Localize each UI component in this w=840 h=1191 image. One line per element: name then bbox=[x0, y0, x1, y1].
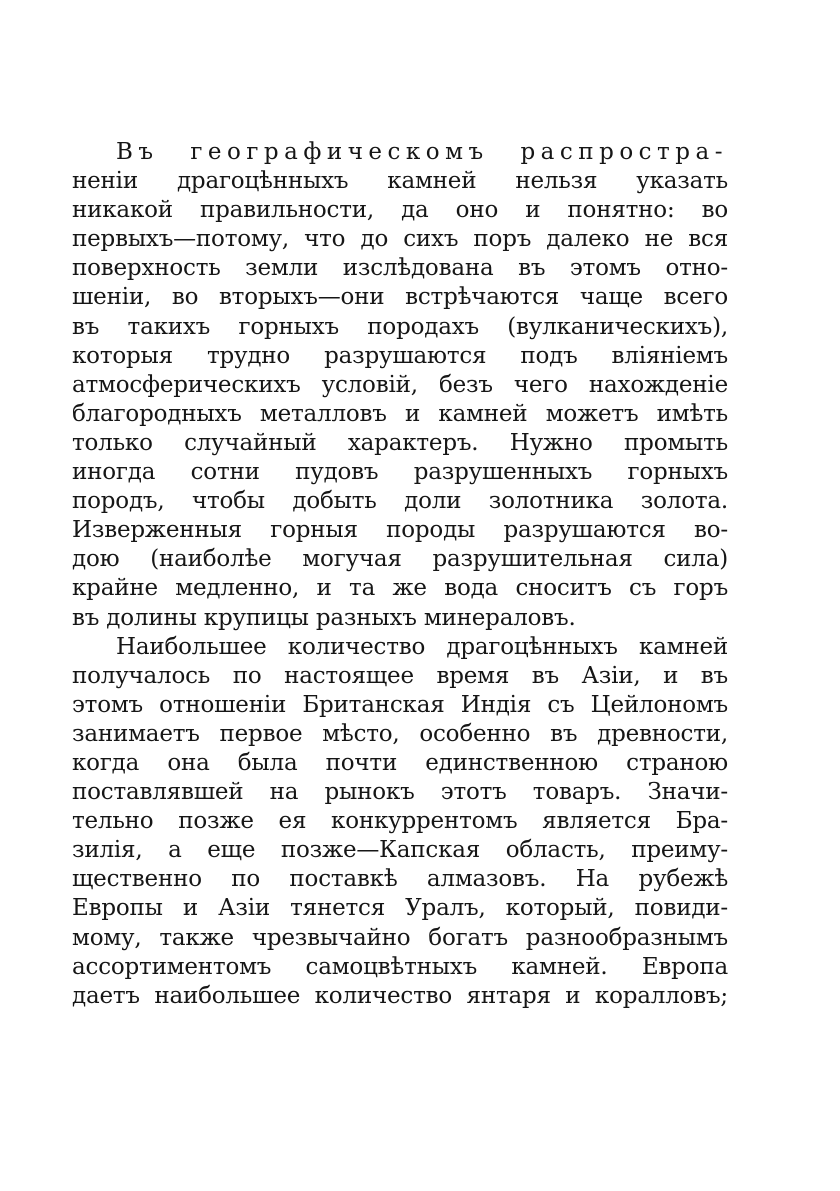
text-line: Въ географическомъ распростра- bbox=[116, 139, 728, 165]
text-line: неніи драгоцѣнныхъ камней нельзя указать bbox=[72, 168, 728, 195]
text-line: въ долины крупицы разныхъ минераловъ. bbox=[72, 604, 576, 631]
text-line: дою (наиболѣе могучая разрушительная сила) bbox=[72, 546, 728, 573]
text-line: иногда сотни пудовъ разрушенныхъ горныхъ bbox=[72, 459, 728, 486]
text-line: породъ, чтобы добыть доли золотника золота. bbox=[72, 488, 728, 515]
text-line: получалось по настоящее время въ Азіи, и въ bbox=[72, 662, 728, 689]
text-line: благородныхъ металловъ и камней можетъ имѣть bbox=[72, 400, 728, 427]
text-line: никакой правильности, да оно и понятно: во bbox=[72, 197, 728, 224]
text-line: въ такихъ горныхъ породахъ (вулканическихъ), bbox=[72, 313, 728, 340]
text-line: только случайный характеръ. Нужно промыть bbox=[72, 429, 728, 456]
text-line: мому, также чрезвычайно богатъ разнообразнымъ bbox=[72, 924, 728, 951]
text-line: атмосферическихъ условій, безъ чего нахожденіе bbox=[72, 371, 728, 398]
text-line: Европы и Азіи тянется Уралъ, который, повиди- bbox=[72, 895, 728, 922]
text-line: поставлявшей на рынокъ этотъ товаръ. Значи- bbox=[72, 779, 728, 806]
text-line: Изверженныя горныя породы разрушаются во- bbox=[72, 517, 728, 544]
text-line: занимаетъ первое мѣсто, особенно въ древности, bbox=[72, 720, 728, 747]
paragraph-2 bbox=[72, 633, 728, 1011]
text-line: щественно по поставкѣ алмазовъ. На рубежѣ bbox=[72, 866, 728, 893]
text-line: Наибольшее количество драгоцѣнныхъ камней bbox=[116, 633, 728, 660]
text-line: когда она была почти единственною страною bbox=[72, 749, 728, 776]
text-line: которыя трудно разрушаются подъ вліяніемъ bbox=[72, 342, 728, 369]
text-line: шеніи, во вторыхъ—они встрѣчаются чаще всего bbox=[72, 284, 728, 311]
text-line: этомъ отношеніи Британская Индія съ Цейлономъ bbox=[72, 691, 728, 718]
text-line: тельно позже ея конкуррентомъ является Бра- bbox=[72, 808, 728, 835]
text-line: крайне медленно, и та же вода сноситъ съ горъ bbox=[72, 575, 728, 602]
body-text bbox=[72, 138, 728, 1011]
paragraph-1 bbox=[72, 138, 728, 633]
text-line: поверхность земли изслѣдована въ этомъ отно- bbox=[72, 255, 728, 282]
text-line: первыхъ—потому, что до сихъ поръ далеко не вся bbox=[72, 226, 728, 253]
text-line: зилія, а еще позже—Капская область, преиму- bbox=[72, 837, 728, 864]
text-line: даетъ наибольшее количество янтаря и коралловъ; bbox=[72, 982, 728, 1009]
text-line: ассортиментомъ самоцвѣтныхъ камней. Европа bbox=[72, 953, 728, 980]
